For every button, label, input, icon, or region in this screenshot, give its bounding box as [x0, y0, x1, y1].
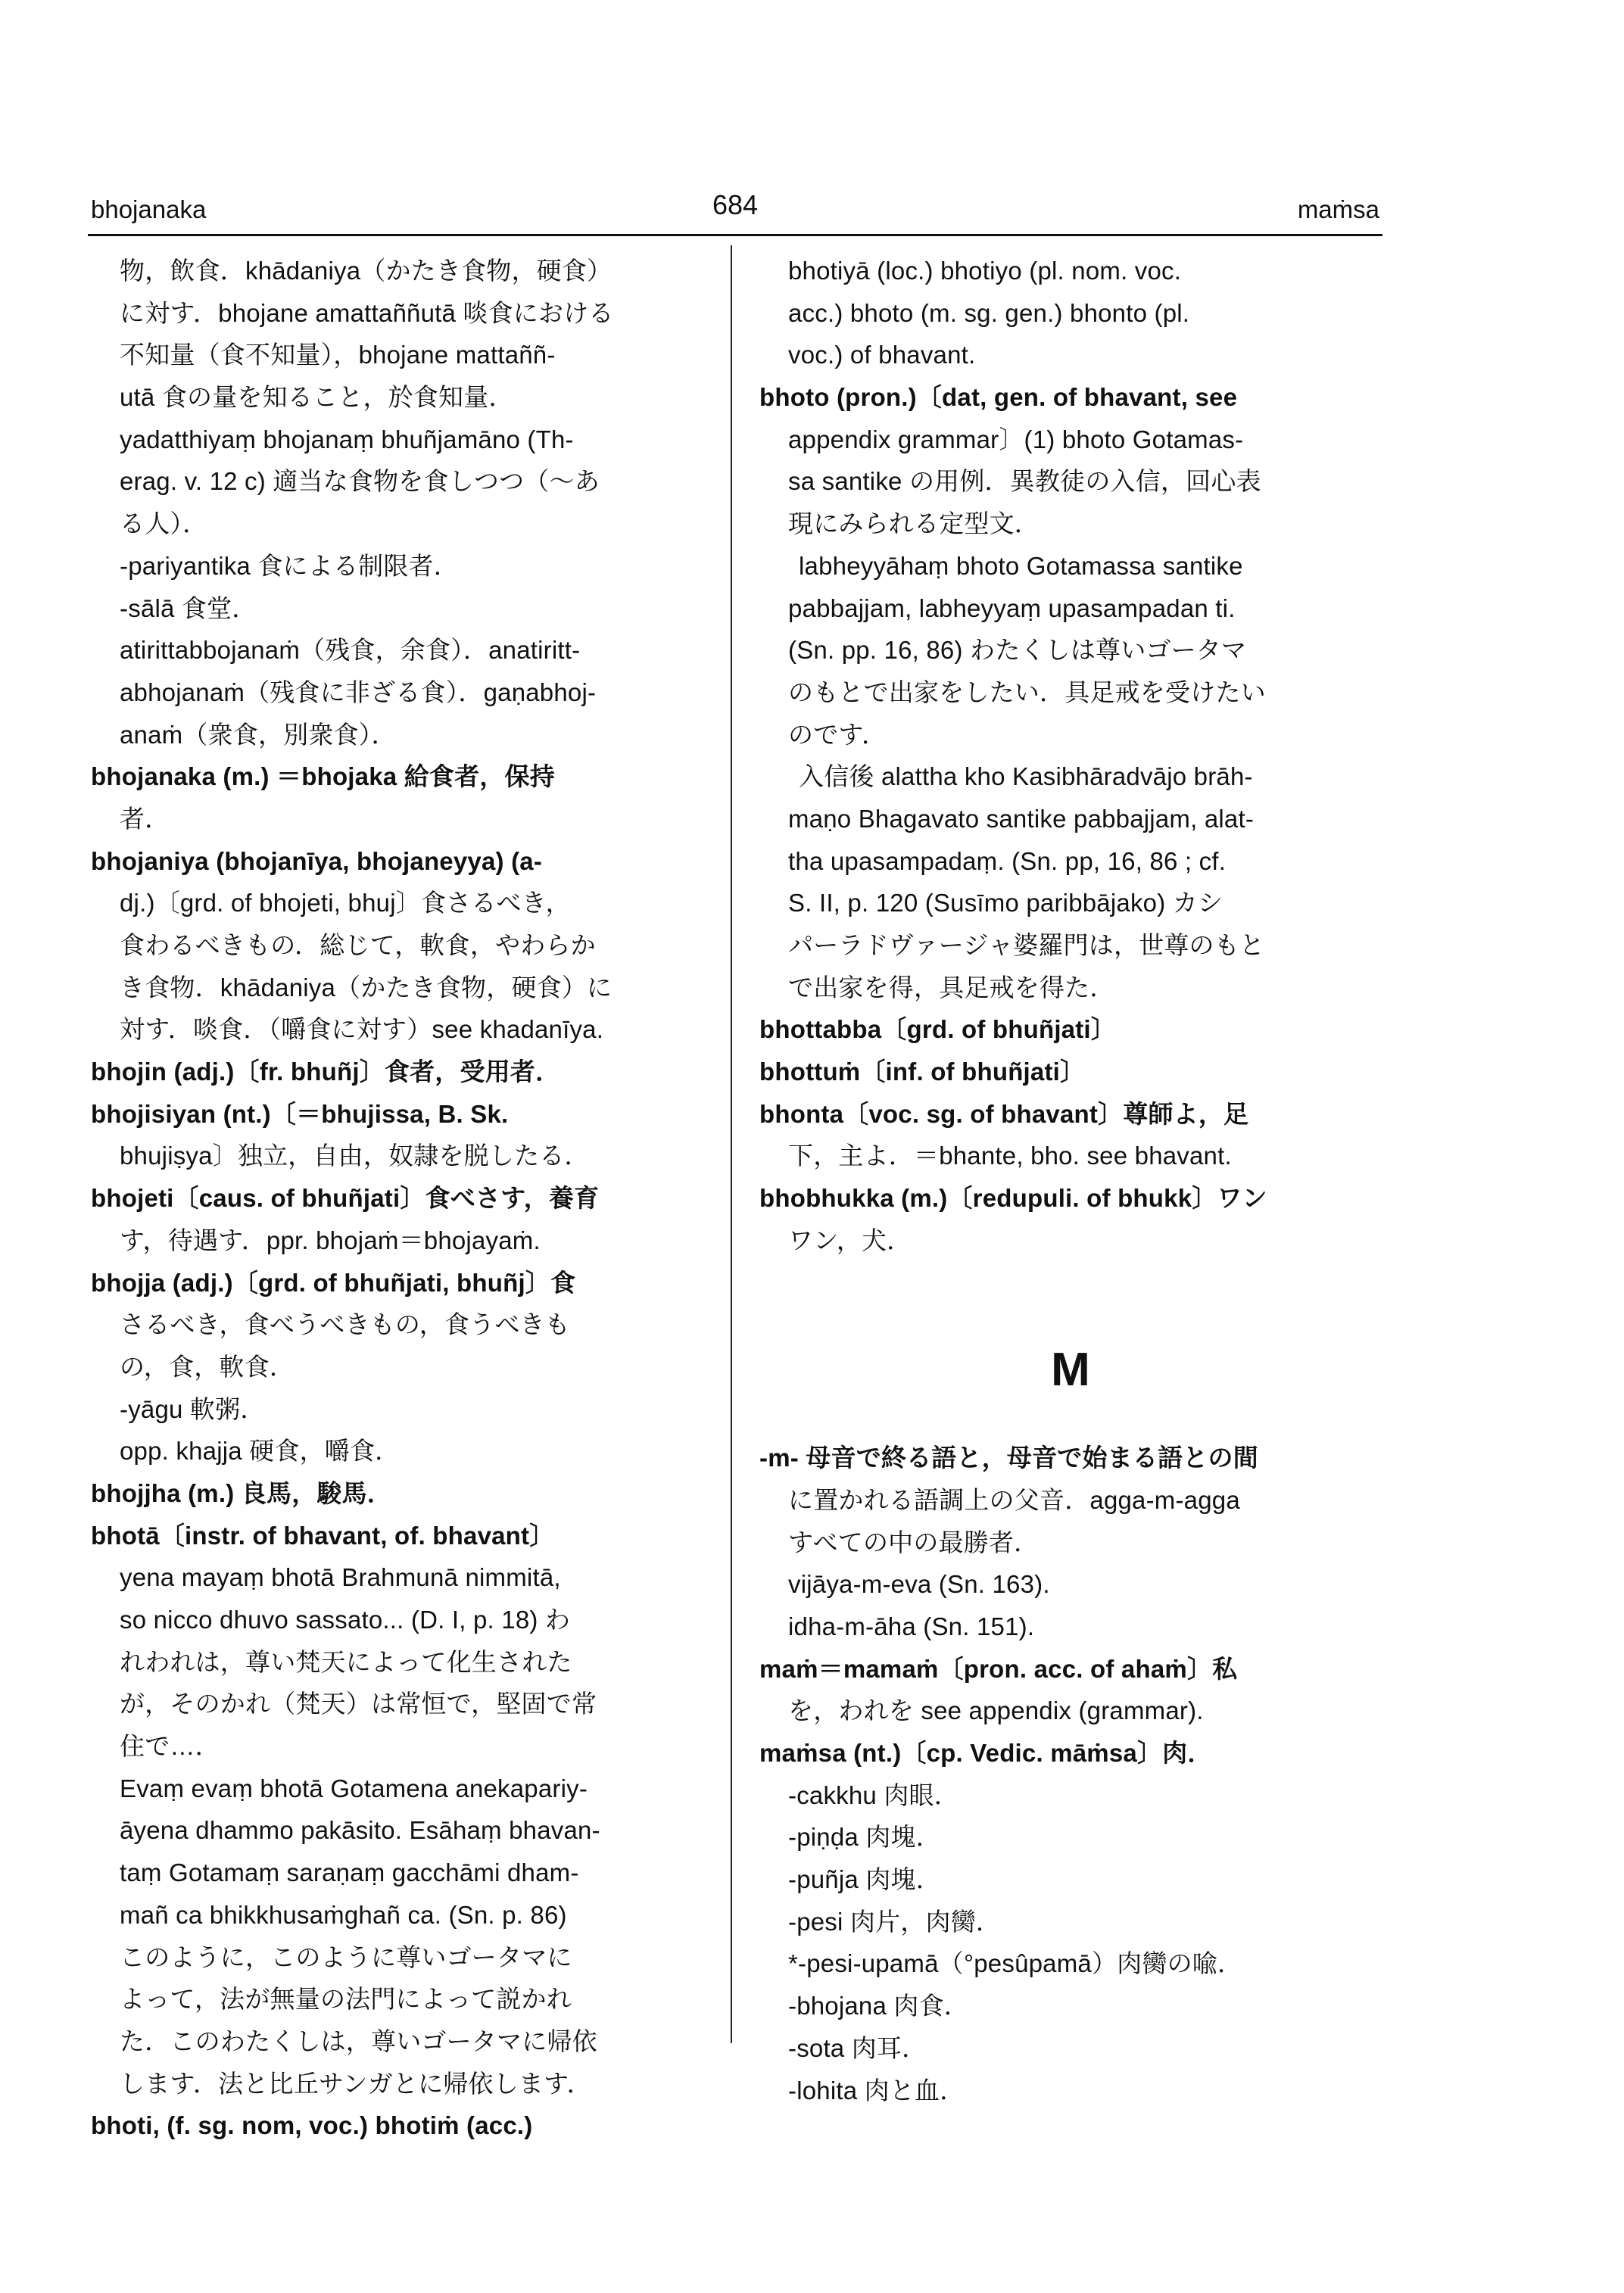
entry-text-line: maṇo Bhagavato santike pabbajjam, alat-	[788, 804, 1255, 833]
entry-headword-line: -m- 母音で終る語と，母音で始まる語との間	[759, 1444, 1258, 1472]
entry-text-line: を，われを see appendix (grammar).	[788, 1696, 1204, 1725]
entry-text-line: yena mayaṃ bhotā Brahmunā nimmitā,	[120, 1563, 561, 1592]
entry-text-line: anaṁ（衆食，別衆食）．	[120, 720, 397, 749]
entry-text-line: erag. v. 12 c) 適当な食物を食しつつ（～あ	[120, 467, 600, 496]
entry-headword-line: bhoti, (f. sg. nom, voc.) bhotiṁ (acc.)	[91, 2111, 533, 2140]
entry-headword-line: bhoto (pron.)〔dat, gen. of bhavant, see	[759, 383, 1238, 412]
right-column-top-entries	[759, 250, 1382, 1262]
entry-text-line: bhujiṣya〕独立，自由，奴隷を脱したる．	[120, 1142, 590, 1170]
entry-headword-line: bhojja (adj.)〔grd. of bhuñjati, bhuñj〕食	[91, 1268, 576, 1297]
entry-text-line: れわれは，尊い梵天によって化生された	[120, 1647, 572, 1676]
entry-text-line: labheyyāhaṃ bhoto Gotamassa santike	[799, 551, 1243, 580]
entry-text-line: (Sn. pp. 16, 86) わたくしは尊いゴータマ	[788, 636, 1247, 665]
entry-text-line: pabbajjam, labheyyaṃ upasampadan ti.	[788, 594, 1236, 622]
entry-headword-line: bhotā〔instr. of bhavant, of. bhavant〕	[91, 1521, 555, 1550]
entry-text-line: -sota 肉耳．	[788, 2033, 927, 2062]
entry-text-line: so nicco dhuvo sassato... (D. I, p. 18) わ	[120, 1606, 571, 1634]
entry-text-line: 不知量（食不知量），bhojane mattaññ-	[120, 341, 556, 369]
entry-headword-line: bhojjha (m.) 良馬，駿馬．	[91, 1478, 392, 1507]
entry-text-line: taṃ Gotamaṃ saraṇaṃ gacchāmi dham-	[120, 1858, 579, 1887]
entry-text-line: き食物．khādaniya（かたき食物，硬食）に	[120, 973, 613, 1002]
entry-text-line: さるべき，食べうべきもの，食うべきも	[120, 1310, 570, 1339]
entry-text-line: āyena dhammo pakāsito. Esāhaṃ bhavan-	[120, 1816, 600, 1845]
entry-text-line: -yāgu 軟粥．	[120, 1394, 266, 1423]
entry-text-line: Evaṃ evaṃ bhotā Gotamena anekapariy-	[120, 1774, 588, 1802]
page-number: 684	[712, 189, 759, 220]
spacer	[759, 1262, 1382, 1304]
entry-text-line: の，食，軟食．	[120, 1352, 295, 1381]
entry-text-line: る人）．	[120, 509, 208, 538]
entry-text-line: *-pesi-upamā（°pesûpamā）肉臠の喩．	[788, 1949, 1243, 1978]
entry-text-line: ワン，犬．	[788, 1226, 912, 1254]
entry-text-line: -sālā 食堂．	[120, 594, 257, 622]
entry-text-line: bhotiyā (loc.) bhotiyo (pl. nom. voc.	[788, 257, 1182, 285]
entry-text-line: -pesi 肉片，肉臠．	[788, 1907, 1002, 1936]
entry-text-line: に対す．bhojane amattaññutā 啖食における	[120, 298, 614, 327]
entry-text-line: voc.) of bhavant.	[788, 341, 976, 369]
entry-text-line: yadatthiyaṃ bhojanaṃ bhuñjamāno (Th-	[120, 425, 574, 453]
running-header	[91, 189, 1379, 235]
column-divider	[731, 245, 732, 2043]
entry-text-line: -piṇḍa 肉塊．	[788, 1823, 941, 1852]
entry-text-line: -puñja 肉塊．	[788, 1865, 941, 1894]
entry-text-line: mañ ca bhikkhusaṁghañ ca. (Sn. p. 86)	[120, 1900, 567, 1929]
entry-text-line: パーラドヴァージャ婆羅門は，世尊のもと	[788, 931, 1265, 959]
entry-text-line: sa santike の用例．異教徒の入信，回心表	[788, 467, 1261, 496]
entry-headword-line: maṁsa (nt.)〔cp. Vedic. māṁsa〕肉．	[759, 1739, 1213, 1767]
entry-text-line: た．このわたくしは，尊いゴータマに帰依	[120, 2027, 597, 2055]
entry-text-line: utā 食の量を知ること，於食知量．	[120, 383, 514, 412]
entry-headword-line: bhojeti〔caus. of bhuñjati〕食べさす，養育	[91, 1184, 600, 1213]
entry-text-line: -pariyantika 食による制限者．	[120, 551, 459, 580]
entry-text-line: -bhojana 肉食．	[788, 1992, 970, 2020]
entry-text-line: abhojanaṁ（残食に非ざる食）．gaṇabhoj-	[120, 678, 597, 706]
entry-headword-line: bhottabba〔grd. of bhuñjati〕	[759, 1015, 1116, 1044]
entry-text-line: 下，主よ．＝bhante, bho. see bhavant.	[788, 1142, 1232, 1170]
entry-headword-line: bhojanaka (m.) ＝bhojaka 給食者，保持	[91, 762, 555, 791]
entry-text-line: す，待遇す．ppr. bhojaṁ＝bhojayaṁ.	[120, 1226, 541, 1254]
right-column	[759, 250, 1382, 2111]
entry-text-line: よって，法が無量の法門によって説かれ	[120, 1985, 572, 2014]
header-guide-word-right: maṁsa	[1297, 195, 1379, 223]
entry-text-line: します．法と比丘サンガとに帰依します．	[120, 2069, 592, 2098]
entry-text-line: 住で…．	[120, 1732, 220, 1761]
entry-text-line: dj.)〔grd. of bhojeti, bhuj〕食さるべき，	[120, 889, 571, 918]
entry-text-line: appendix grammar〕(1) bhoto Gotamas-	[788, 425, 1244, 453]
entry-headword-line: bhonta〔voc. sg. of bhavant〕尊師よ，足	[759, 1099, 1249, 1128]
entry-text-line: idha-m-āha (Sn. 151).	[788, 1612, 1035, 1640]
entry-headword-line: bhojaniya (bhojanīya, bhojaneyya) (a-	[91, 846, 543, 875]
entry-text-line: が，そのかれ（梵天）は常恒で，堅固で常	[120, 1690, 597, 1718]
entry-text-line: に置かれる語調上の父音．agga-m-agga	[788, 1485, 1240, 1514]
entry-text-line: -lohita 肉と血．	[788, 2076, 965, 2105]
entry-text-line: 入信後 alattha kho Kasibhāradvājo brāh-	[799, 762, 1253, 791]
entry-text-line: acc.) bhoto (m. sg. gen.) bhonto (pl.	[788, 298, 1190, 327]
entry-text-line: vijāya-m-eva (Sn. 163).	[788, 1570, 1050, 1599]
entry-text-line: opp. khajja 硬食，嚼食．	[120, 1437, 401, 1466]
entry-text-line: 食わるべきもの．総じて，軟食，やわらか	[120, 931, 596, 959]
entry-text-line: -cakkhu 肉眼．	[788, 1781, 959, 1809]
entry-headword-line: maṁ＝mamaṁ〔pron. acc. of ahaṁ〕私	[759, 1654, 1238, 1683]
entry-headword-line: bhobhukka (m.)〔redupuli. of bhukk〕ワン	[759, 1184, 1267, 1213]
entry-text-line: 対す．啖食．（嚼食に対す）see khadanīya.	[120, 1015, 604, 1044]
entry-text-line: 物，飲食．khādaniya（かたき食物，硬食）	[120, 257, 613, 285]
right-column-bottom-entries	[759, 1437, 1382, 2111]
entry-headword-line: bhojin (adj.)〔fr. bhuñj〕食者，受用者．	[91, 1058, 561, 1086]
entry-text-line: atirittabbojanaṁ（残食，余食）．anatiritt-	[120, 636, 581, 665]
section-letter: M	[1051, 1344, 1090, 1397]
entry-text-line: 者．	[120, 804, 170, 833]
header-guide-word-left: bhojanaka	[91, 195, 207, 223]
entry-text-line: S. II, p. 120 (Susīmo paribbājako) カシ	[788, 889, 1223, 918]
entry-text-line: このように，このように尊いゴータマに	[120, 1943, 572, 1971]
header-rule	[88, 234, 1382, 236]
left-column	[91, 250, 706, 2147]
entry-text-line: で出家を得，具足戒を得た．	[788, 973, 1115, 1002]
entry-text-line: すべての中の最勝者．	[788, 1528, 1040, 1556]
entry-text-line: tha upasampadaṃ. (Sn. pp, 16, 86 ; cf.	[788, 846, 1227, 875]
entry-text-line: 現にみられる定型文．	[788, 509, 1040, 538]
entry-text-line: のもとで出家をしたい．具足戒を受けたい	[788, 678, 1266, 706]
entry-headword-line: bhottuṁ〔inf. of bhuñjati〕	[759, 1058, 1086, 1086]
entry-text-line: のです．	[788, 720, 887, 749]
entry-headword-line: bhojisiyan (nt.)〔＝bhujissa, B. Sk.	[91, 1099, 509, 1128]
